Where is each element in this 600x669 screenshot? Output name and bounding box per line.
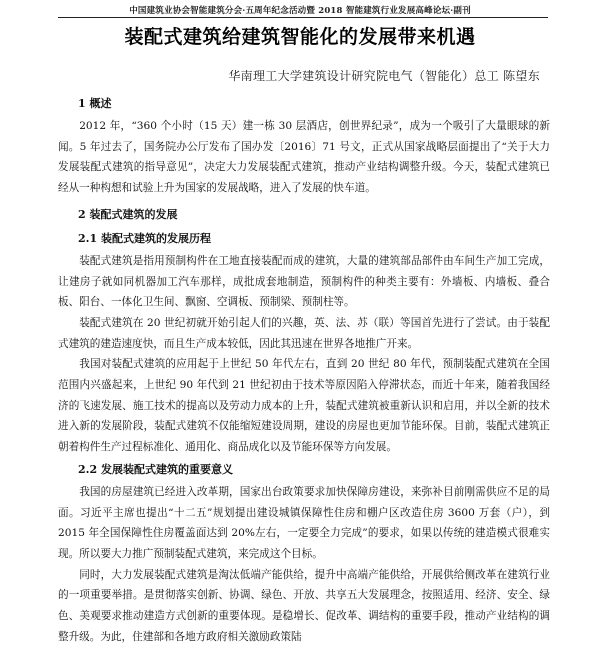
paragraph-overview: 2012 年，“360 个小时（15 天）建一栋 30 层酒店，创世界纪录”，成为一个吸引了大量眼球的新闻。5 年过去了，国务院办公厅发布了国办发〔2016〕71 号文，正式从国家战略层面提出了“关于大力发展装配式建筑的指导意见”，决定大力发展装配式建筑，推动产业结构调整升级。今天，装配式建筑已经从一种构想和试验上升为国家的发展战略，进入了发展的快车道。 [58, 120, 550, 195]
article-title: 装配式建筑给建筑智能化的发展带来机遇 [124, 26, 476, 48]
paragraph-supply-reform: 同时，大力发展装配式建筑是淘汰低端产能供给，提升中高端产能供给，开展供给侧改革在建筑行业的一项重要举措。是贯彻落实创新、协调、绿色、开放、共享五大发展理念，按照适用、经济、安全、绿色、美观要求推动建造方式创新的重要体现。是稳增长、促改革、调结构的重要手段，推动产业结构的调整升级。为此，住建部和各地方政府相关激励政策陆 [58, 568, 550, 643]
author-line: 华南理工大学建筑设计研究院电气（智能化）总工 陈望东 [228, 69, 540, 83]
paragraph-definition: 装配式建筑是指用预制构件在工地直接装配而成的建筑，大量的建筑部品部件由车间生产加工完成，让建房子就如同机器加工汽车那样，成批成套地制造，预制构件的种类主要有：外墙板、内墙板、叠合板、阳台、一体化卫生间、飘窗、空调板、预制梁、预制柱等。 [58, 254, 550, 309]
running-header: 中国建筑业协会智能建筑分会·五周年纪念活动暨 2018 智能建筑行业发展高峰论坛·副刊 [129, 6, 471, 16]
paragraph-housing-policy: 我国的房屋建筑已经进入改革期，国家出台政策要求加快保障房建设，来弥补目前刚需供应不足的局面。习近平主席也提出“十二五”规划提出建设城镇保障性住房和棚户区改造住房 3600 万套（户），到 2015 年全国保障性住房覆盖面达到 20%左右，一定要全力完成”的要求，如果以传统的建造模式很难实现。所以要大力推广预制装配式建筑，来完成这个目标。 [58, 485, 550, 560]
paragraph-origins: 装配式建筑在 20 世纪初就开始引起人们的兴趣，英、法、苏（联）等国首先进行了尝试。由于装配式建筑的建造速度快，而且生产成本较低，因此其迅速在世界各地推广开来。 [58, 316, 550, 350]
section-heading-development: 2 装配式建筑的发展 [78, 207, 178, 221]
header-divider [58, 17, 548, 18]
section-heading-overview: 1 概述 [78, 97, 112, 110]
subsection-heading-history: 2.1 装配式建筑的发展历程 [78, 231, 211, 245]
paragraph-china-history: 我国对装配式建筑的应用起于上世纪 50 年代左右，直到 20 世纪 80 年代，预制装配式建筑在全国范围内兴盛起来，上世纪 90 年代到 21 世纪初由于技术等原因陷入停滞状态，而近十年来，随着我国经济的飞速发展、施工技术的提高以及劳动力成本的上升，装配式建筑被重新认识和启用，并以全新的技术进入新的发展阶段，装配式建筑不仅能缩短建设周期，建设的房屋也更加节能环保。目前，装配式建筑正朝着构件生产过程标准化、通用化、商品成化以及节能环保等方向发展。 [58, 358, 550, 454]
article-body [58, 92, 550, 647]
subsection-heading-significance: 2.2 发展装配式建筑的重要意义 [78, 462, 233, 476]
